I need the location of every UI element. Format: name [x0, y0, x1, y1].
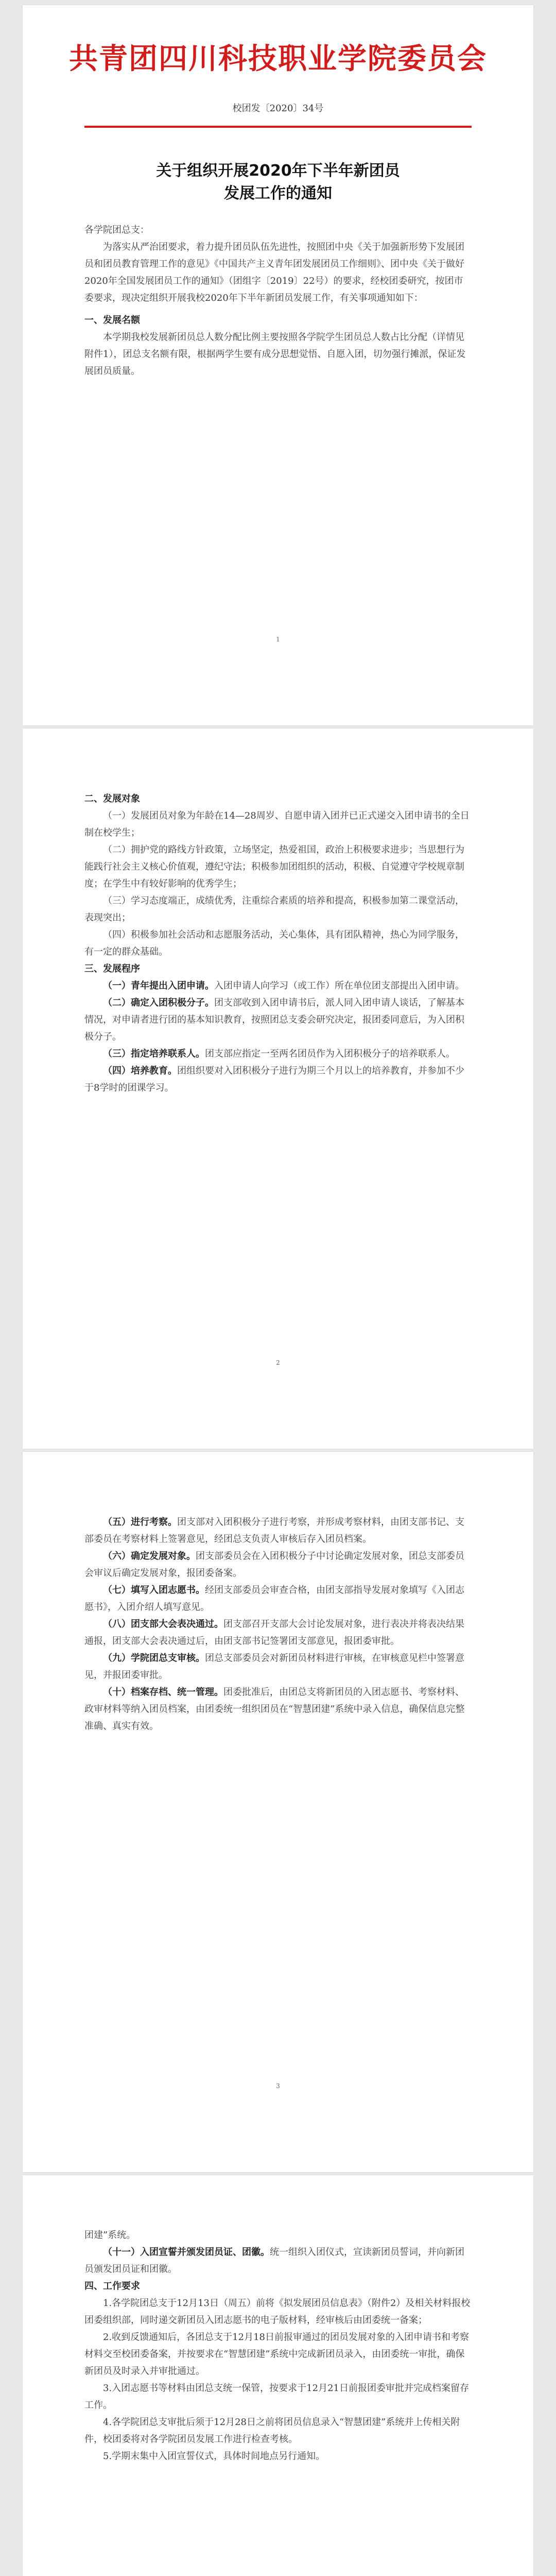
section-3-para-6	[84, 1548, 472, 1582]
para-lead: （一）青年提出入团申请。	[103, 980, 214, 991]
section-4-heading: 四、工作要求	[84, 2281, 140, 2292]
document-page-2	[23, 728, 533, 1449]
para-text: 团支部召开支部大会讨论发展对象，进行表决并将表决结果通报，团支部大会表决通过后，由团支部书记签署团支部意见，报团委审批。	[84, 1619, 464, 1647]
para-lead: （六）确定发展对象。	[103, 1551, 196, 1562]
section-4-item-3: 3.入团志愿书等材料由团总支统一保管，按要求于12月21日前报团委审批并完成档案留存工作。	[84, 2383, 469, 2411]
section-4-item-2: 2.收到反馈通知后，各团总支于12月18日前报审通过的团员发展对象的入团申请书和考察材料交至校团委备案，并按要求在“智慧团建”系统中完成新团员录入，由团委统一审批，确保新团员及时录入并审批通过。	[84, 2332, 469, 2377]
para-text: 团支部收到入团申请书后，派人同入团申请人谈话，了解基本情况，对申请者进行团的基本知识教育，按照团总支委会研究决定，报团委同意后，为入团积极分子。	[84, 997, 464, 1042]
section-4-item-1: 1.各学院团总支于12月13日（周五）前将《拟发展团员信息表》（附件2）及相关材料报校团委组织部，同时递交新团员入团志愿书的电子版材料，经审核后由团委统一备案；	[84, 2298, 471, 2326]
page1-body	[84, 222, 472, 380]
para-text: 团委批准后，由团总支将新团员的入团志愿书、考察材料、政审材料等纳入团员档案，由团委统一组织团员在“智慧团建”系统中录入信息，确保信息完整准确、真实有效。	[84, 1687, 465, 1732]
section-2-para-3: （三）学习态度端正，成绩优秀，注重综合素质的培养和提高，积极参加第二课堂活动，表现突出；	[84, 895, 464, 923]
page4-body	[84, 2227, 472, 2465]
para-text: 团支部委员会在入团积极分子中讨论确定发展对象，团总支部委员会审议后确定发展对象，报团委备案。	[84, 1551, 464, 1579]
para-text: 团支部对入团积极分子进行考察，并形成考察材料，由团支部书记、支部委员在考察材料上签署意见，经团总支负责人审核后存入团员档案。	[84, 1517, 464, 1545]
page2-body	[84, 790, 472, 1096]
section-1-heading: 一、发展名额	[84, 315, 140, 326]
para-lead: （十一）入团宣誓并颁发团员证、团徽。	[103, 2247, 270, 2258]
letterhead: 共青团四川科技职业学院委员会	[69, 42, 487, 76]
section-4-item-5: 5.学期末集中入团宣誓仪式，具体时间地点另行通知。	[103, 2451, 325, 2462]
section-2-para-2: （二）拥护党的路线方针政策，立场坚定，热爱祖国，政治上积极要求进步；当思想行为能践行社会主义核心价值观，遵纪守法；积极参加团组织的活动，积极、自觉遵守学校规章制度；在学生中有较好影响的优秀学生；	[84, 844, 464, 889]
para-lead: （四）培养教育。	[103, 1065, 177, 1076]
document-number: 校团发〔2020〕34号	[232, 103, 324, 114]
document-page-3	[23, 1452, 533, 2172]
section-3-para-8	[84, 1616, 472, 1650]
section-2-para-1: （一）发展团员对象为年龄在14—28周岁、自愿申请入团并已正式递交入团申请书的全日制在校学生；	[84, 810, 470, 838]
section-4-item-4: 4.各学院团总支审批后须于12月28日之前将团员信息录入“智慧团建”系统并上传相关附件，校团委将对各学院团员发展工作进行检查考核。	[84, 2417, 460, 2445]
intro-paragraph: 为落实从严治团要求，着力提升团员队伍先进性，按照团中央《关于加强新形势下发展团员和团员教育管理工作的意见》《中国共产主义青年团发展团员工作细则》、团中央《关于做好2020年全国发展团员工作的通知》（团组字〔2019〕22号）的要求，经校团委研究，按团市委要求，现决定组织开展我校2020年下半年新团员发展工作，有关事项通知如下：	[84, 242, 464, 303]
para-lead: （九）学院团总支审核。	[103, 1653, 205, 1664]
section-3-para-10-continued: 团建”系统。	[84, 2230, 136, 2241]
para-text: 团支部应指定一至两名团员作为入团积极分子的培养联系人。	[205, 1048, 455, 1059]
section-2-para-4: （四）积极参加社会活动和志愿服务活动，关心集体，具有团队精神，热心为同学服务，有一定的群众基础。	[84, 929, 464, 957]
document-page-4	[23, 2175, 533, 2576]
section-3-para-5	[84, 1514, 472, 1548]
para-text: 入团申请人向学习（或工作）所在单位团支部提出入团申请。	[214, 980, 464, 991]
salutation: 各学院团总支：	[84, 225, 149, 235]
para-lead: （二）确定入团积极分子。	[103, 997, 214, 1008]
title-line-2: 发展工作的通知	[224, 184, 332, 202]
section-3-heading: 三、发展程序	[84, 963, 140, 974]
para-lead: （三）指定培养联系人。	[103, 1048, 205, 1059]
section-3-para-3	[84, 1045, 472, 1062]
section-3-para-1	[84, 977, 472, 994]
section-3-para-7	[84, 1582, 472, 1616]
page-number: 2	[276, 1359, 280, 1366]
page-number: 3	[276, 2082, 280, 2090]
document-title	[23, 160, 533, 205]
red-divider	[84, 126, 472, 128]
section-3-para-2	[84, 994, 472, 1045]
section-1-text: 本学期我校发展新团员总人数分配比例主要按照各学院学生团员总人数占比分配（详情见附件1），团总支名额有限，根据两学生要有成分思想觉悟、自愿入团，切勿强行摊派，保证发展团员质量。	[84, 332, 466, 377]
section-3-para-4	[84, 1062, 472, 1096]
para-lead: （八）团支部大会表决通过。	[103, 1619, 223, 1630]
para-text: 团组织要对入团积极分子进行为期三个月以上的培养教育，并参加不少于8学时的团课学习。	[84, 1065, 464, 1093]
document-page-1	[23, 5, 533, 725]
para-lead: （五）进行考察。	[103, 1517, 177, 1528]
para-text: 统一组织入团仪式，宣读新团员誓词，并向新团员颁发团员证和团徽。	[84, 2247, 464, 2275]
section-2-heading: 二、发展对象	[84, 793, 140, 804]
para-lead: （七）填写入团志愿书。	[103, 1585, 205, 1596]
para-text: 经团支部委员会审查合格，由团支部指导发展对象填写《入团志愿书》，入团介绍人填写意见。	[84, 1585, 464, 1613]
title-line-1: 关于组织开展2020年下半年新团员	[156, 162, 400, 180]
para-text: 团总支部委员会对新团员材料进行审核，在审核意见栏中签署意见，并报团委审批。	[84, 1653, 464, 1681]
section-3-para-11	[84, 2244, 472, 2278]
page3-body	[84, 1514, 472, 1735]
section-3-para-10	[84, 1684, 472, 1735]
section-3-para-9	[84, 1650, 472, 1684]
para-lead: （十）档案存档、统一管理。	[103, 1687, 223, 1698]
page-number: 1	[276, 636, 280, 643]
